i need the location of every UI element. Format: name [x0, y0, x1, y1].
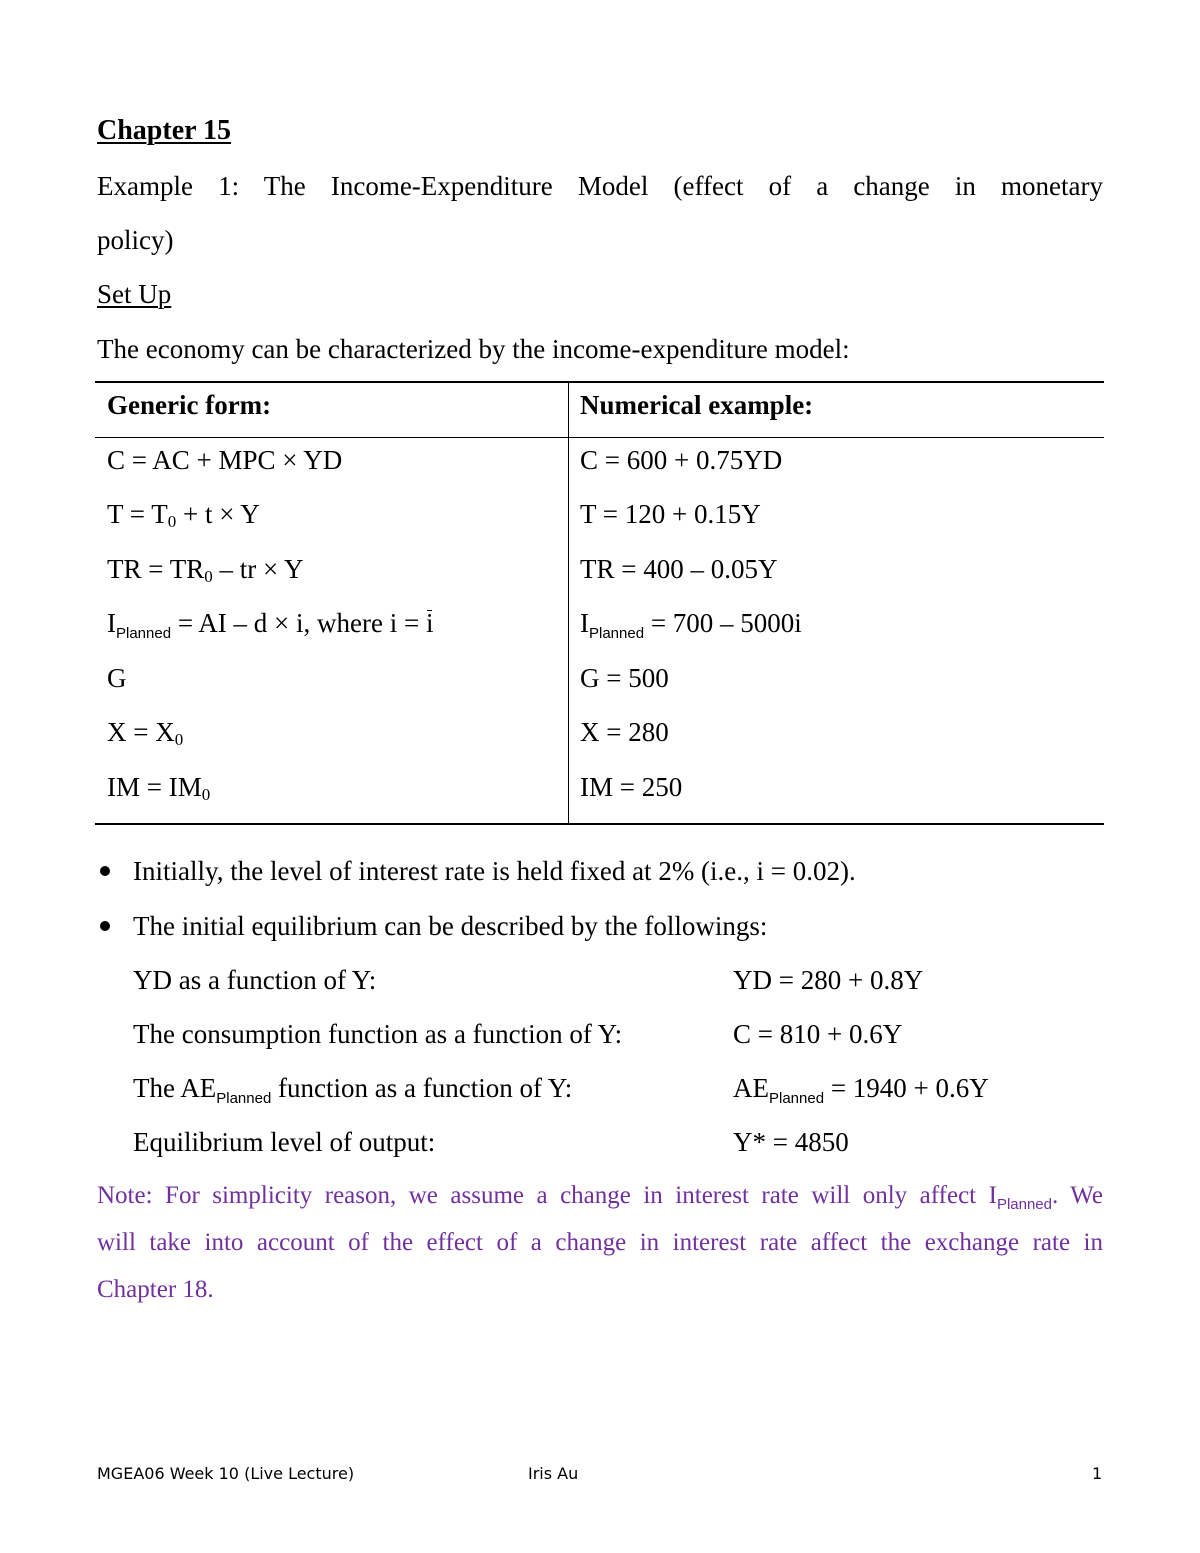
example-title: Example 1: The Income-Expenditure Model (effect of a change in monetary	[97, 171, 1103, 201]
numeric-imports: IM = 250	[580, 772, 683, 802]
table-column-divider	[568, 383, 569, 823]
numeric-transfers: TR = 400 – 0.05Y	[580, 554, 778, 584]
generic-exports: $X = X_0$	[107, 717, 184, 749]
numeric-planned-investment: $I_{Planned} = 700 - 5000i$	[580, 608, 802, 642]
bullet-dot	[100, 866, 110, 876]
eq-label-disposable-income: YD as a function of Y:	[133, 965, 377, 995]
bullet-initial-equilibrium: The initial equilibrium can be described by the followings:	[133, 911, 768, 941]
generic-government: G	[107, 663, 127, 693]
note-line-3: Chapter 18.	[97, 1276, 214, 1303]
intro-text: The economy can be characterized by the income-expenditure model:	[97, 334, 850, 364]
generic-imports: IM = $IM_0$	[107, 772, 211, 804]
numeric-consumption: C = 600 + 0.75YD	[580, 445, 783, 475]
eq-value-consumption: C = 810 + 0.6Y	[733, 1019, 903, 1049]
note-line-2: will take into account of the effect of a change in interest rate affect the exchange rate in	[97, 1229, 1103, 1256]
page-number: 1	[1092, 1464, 1103, 1483]
footer-author: Iris Au	[528, 1464, 579, 1483]
table-header-divider	[95, 437, 1104, 438]
header-numerical-example: Numerical example:	[580, 390, 814, 420]
chapter-title: Chapter 15	[97, 115, 232, 146]
example-title-continued: policy)	[97, 225, 174, 255]
footer-course: MGEA06 Week 10 (Live Lecture)	[97, 1464, 355, 1483]
eq-label-equilibrium-output: Equilibrium level of output:	[133, 1127, 436, 1157]
numeric-government: G = 500	[580, 663, 669, 693]
bullet-interest-rate: Initially, the level of interest rate is held fixed at 2% (i.e., i = 0.02).	[133, 856, 856, 886]
setup-heading: Set Up	[97, 279, 172, 309]
generic-taxes: $T = T_0 + t \times Y$	[107, 499, 260, 531]
eq-label-planned-expenditure: The $AE_{Planned}$ function as a function of Y:	[133, 1073, 573, 1107]
eq-value-disposable-income: YD = 280 + 0.8Y	[733, 965, 924, 995]
generic-planned-investment: $I_{Planned}$ = AI – d × i, where i = i	[107, 608, 434, 642]
numeric-exports: X = 280	[580, 717, 669, 747]
note-line-1: Note: For simplicity reason, we assume a change in interest rate will only affect $I_{Planned}$. We	[97, 1182, 1103, 1213]
model-table	[95, 381, 1104, 825]
bullet-dot	[100, 921, 110, 931]
eq-value-equilibrium-output: Y* = 4850	[733, 1127, 849, 1157]
generic-transfers: TR = $TR_0$ – tr × Y	[107, 554, 304, 586]
generic-consumption: C = AC + MPC × YD	[107, 445, 343, 475]
eq-value-planned-expenditure: $AE_{Planned} = 1940 + 0.6Y$	[733, 1073, 989, 1107]
header-generic-form: Generic form:	[107, 390, 272, 420]
eq-label-consumption: The consumption function as a function of Y:	[133, 1019, 623, 1049]
numeric-taxes: T = 120 + 0.15Y	[580, 499, 761, 529]
